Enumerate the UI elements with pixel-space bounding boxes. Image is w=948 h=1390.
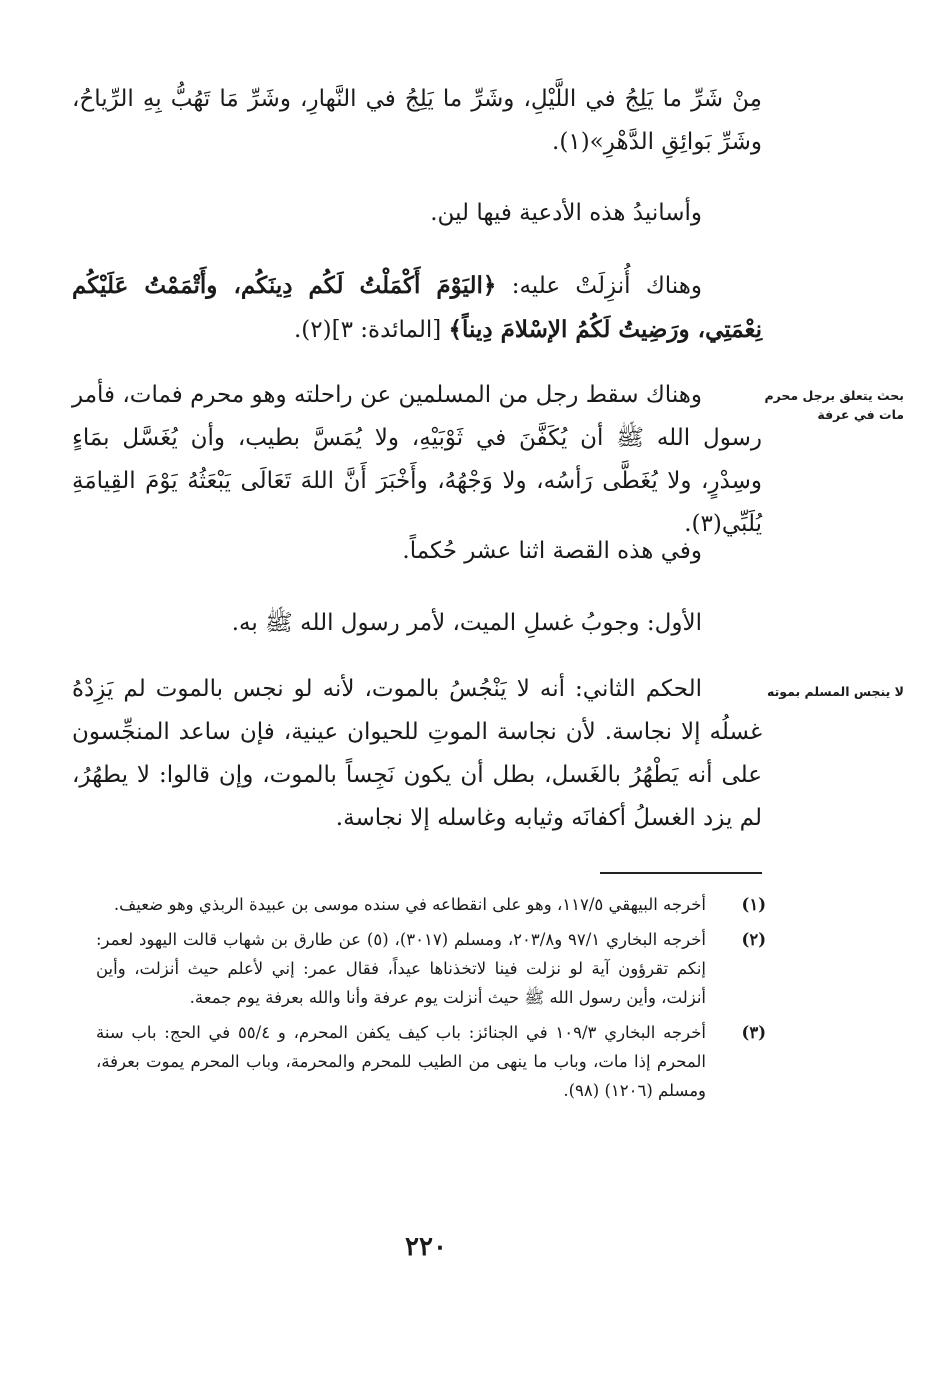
- footnote-number: (٢): [741, 930, 766, 949]
- footnote-number: (٣): [741, 1023, 766, 1042]
- footnote-text: أخرجه البيهقي ١١٧/٥، وهو على انقطاعه في سنده موسى بن عبيدة الربذي وهو ضعيف.: [113, 895, 706, 914]
- paragraph-6: [72, 602, 762, 645]
- paragraph-3: [72, 264, 762, 352]
- margin-note-najasa: لا ينجس المسلم بموته: [766, 684, 904, 699]
- verse-intro: وهناك أُنزِلَتْ عليه:: [496, 273, 702, 299]
- paragraph-text: وفي هذه القصة اثنا عشر حُكماً.: [402, 538, 702, 564]
- paragraph-5: [72, 530, 762, 573]
- page-number: ٢٢٠: [405, 1232, 447, 1262]
- paragraph-text: الأول: وجوبُ غسلِ الميت، لأمر رسول الله ﷺ به.: [231, 610, 702, 636]
- verse-reference: [المائدة: ٣](٢).: [293, 317, 449, 343]
- quran-verse: ﴿اليَوْمَ أَكْمَلْتُ لَكُم دِينَكُم، وأَتْمَمْتُ عَلَيْكُم نِعْمَتِي، ورَضِيتُ لَكُمُ الإسْلامَ دِيناً﴾: [72, 272, 762, 343]
- margin-note-muhrim: بحث يتعلق برجل محرم مات في عرفة: [764, 388, 904, 422]
- footnote-3: [96, 1018, 766, 1105]
- footnote-number: (١): [741, 895, 766, 914]
- paragraph-7: [72, 668, 762, 840]
- footnote-text: أخرجه البخاري ٩٧/١ و٢٠٣/٨، ومسلم (٣٠١٧)، (٥) عن طارق بن شهاب قالت اليهود لعمر: إنكم تقرؤون آية لو نزلت فينا لاتخذناها عيداً، فقال عمر: إني لأعلم حيث أنزلت، وأين أنزلت، وأين رسول الله ﷺ حيث أنزلت يوم عرفة وأنا والله بعرفة يوم جمعة.: [96, 930, 706, 1007]
- paragraph-text: [72, 264, 762, 352]
- footnote-text: أخرجه البخاري ١٠٩/٣ في الجنائز: باب كيف يكفن المحرم، و ٥٥/٤ في الحج: باب سنة المحرم إذا مات، وباب ما ينهى من الطيب للمحرم والمحرمة، وباب المحرم يموت بعرفة، ومسلم (١٢٠٦) (٩٨).: [96, 1023, 706, 1100]
- footnote-separator: [600, 872, 762, 874]
- paragraph-text: وهناك سقط رجل من المسلمين عن راحلته وهو محرم فمات، فأمر رسول الله ﷺ أن يُكَفَّنَ في ثَوْبَيْهِ، ولا يُمَسَّ بطيب، وأن يُغَسَّل بمَاءٍ وسِدْرٍ، ولا يُغَطَّى رَأسُه، ولا وَجْهُهُ، وأَخْبَرَ أَنَّ اللهَ تَعَالَى يَبْعَثُهُ يَوْمَ القِيامَةِ يُلَبِّي(٣).: [72, 382, 762, 537]
- footnote-2: [96, 925, 766, 1012]
- footnote-1: [96, 890, 766, 919]
- paragraph-text: مِنْ شَرِّ ما يَلِجُ في اللَّيْلِ، وشَرِّ ما يَلِجُ في النَّهارِ، وشَرِّ مَا تَهُبُّ بِهِ الرِّياحُ، وشَرِّ بَوائِقِ الدَّهْرِ»(١).: [72, 86, 762, 155]
- paragraph-text: الحكم الثاني: أنه لا يَنْجُسُ بالموت، لأنه لو نجس بالموت لم يَزِدْهُ غسلُه إلا نجاسة. لأن نجاسة الموتِ للحيوان عينية، فإن ساعد المنجِّسون على أنه يَطْهُرُ بالغَسل، بطل أن يكون نَجِساً بالموت، وإن قالوا: لا يطهُرُ، لم يزد الغسلُ أكفانَه وثيابه وغاسله إلا نجاسة.: [72, 676, 762, 831]
- paragraph-1: [72, 78, 762, 164]
- paragraph-4: [72, 374, 762, 546]
- paragraph-text: وأسانيدُ هذه الأدعية فيها لين.: [430, 200, 702, 226]
- paragraph-2: [72, 192, 762, 235]
- footnotes: [96, 890, 766, 1111]
